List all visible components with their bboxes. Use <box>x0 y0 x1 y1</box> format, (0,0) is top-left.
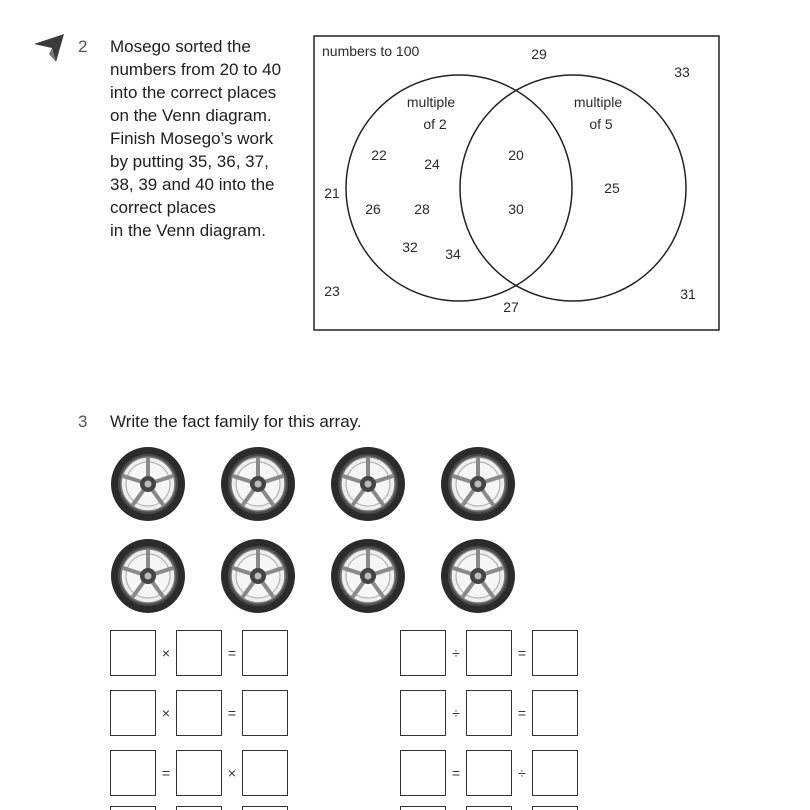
answer-box[interactable] <box>176 630 222 676</box>
venn-left-label: of 2 <box>423 116 447 132</box>
fact-row-right <box>400 690 578 736</box>
fact-row-right <box>400 750 578 796</box>
venn-number: 30 <box>508 201 524 217</box>
venn-number: 33 <box>674 64 690 80</box>
venn-number: 21 <box>324 185 340 201</box>
venn-number: 27 <box>503 299 519 315</box>
operator: × <box>227 765 237 781</box>
operator: ÷ <box>452 645 460 661</box>
answer-box[interactable] <box>532 630 578 676</box>
answer-box[interactable] <box>532 806 578 810</box>
answer-box[interactable] <box>466 806 512 810</box>
venn-number: 23 <box>324 283 340 299</box>
venn-circle-left[interactable] <box>346 75 572 301</box>
fact-row-left-partial <box>110 806 288 810</box>
fact-row-left <box>110 750 288 796</box>
fact-row-left <box>110 690 288 736</box>
fact-row-left <box>110 630 288 676</box>
venn-number: 29 <box>531 46 547 62</box>
operator: ÷ <box>452 705 460 721</box>
answer-box[interactable] <box>466 690 512 736</box>
operator: = <box>227 645 237 661</box>
wheel-icon <box>440 538 516 614</box>
answer-box[interactable] <box>110 630 156 676</box>
venn-right-label: multiple <box>573 94 623 110</box>
operator: ÷ <box>518 765 526 781</box>
operator: = <box>161 765 171 781</box>
venn-title: numbers to 100 <box>322 43 420 59</box>
wheel-icon <box>330 538 406 614</box>
venn-number: 32 <box>402 239 418 255</box>
question-3-number: 3 <box>78 412 88 431</box>
answer-box[interactable] <box>466 750 512 796</box>
question-2-line: correct places <box>110 198 216 217</box>
venn-number: 34 <box>445 246 461 262</box>
venn-number: 24 <box>424 156 440 172</box>
wheel-icon <box>220 446 296 522</box>
answer-box[interactable] <box>400 750 446 796</box>
venn-number: 26 <box>365 201 381 217</box>
venn-diagram <box>0 0 810 400</box>
operator: = <box>517 645 527 661</box>
wheel-icon <box>330 446 406 522</box>
question-2-number: 2 <box>78 37 88 56</box>
venn-number: 22 <box>371 147 387 163</box>
question-3-text: Write the fact family for this array. <box>110 412 362 431</box>
venn-number: 28 <box>414 201 430 217</box>
answer-box[interactable] <box>110 690 156 736</box>
question-2-line: on the Venn diagram. <box>110 106 272 125</box>
fact-row-right-partial <box>400 806 578 810</box>
answer-box[interactable] <box>400 690 446 736</box>
wheel-icon <box>220 538 296 614</box>
answer-box[interactable] <box>110 806 156 810</box>
answer-box[interactable] <box>110 750 156 796</box>
wheel-icon <box>110 538 186 614</box>
venn-number: 25 <box>604 180 620 196</box>
answer-box[interactable] <box>400 630 446 676</box>
answer-box[interactable] <box>176 806 222 810</box>
fact-row-right <box>400 630 578 676</box>
operator: × <box>161 645 171 661</box>
operator: = <box>517 705 527 721</box>
question-2-line: Mosego sorted the <box>110 37 251 56</box>
wheel-icon <box>110 446 186 522</box>
wheel-icon <box>440 446 516 522</box>
question-2-line: 38, 39 and 40 into the <box>110 175 275 194</box>
answer-box[interactable] <box>242 750 288 796</box>
answer-box[interactable] <box>400 806 446 810</box>
venn-left-label: multiple <box>406 94 456 110</box>
question-2-line: numbers from 20 to 40 <box>110 60 282 79</box>
operator: × <box>161 705 171 721</box>
answer-box[interactable] <box>176 750 222 796</box>
answer-box[interactable] <box>242 806 288 810</box>
question-2-line: by putting 35, 36, 37, <box>110 152 269 171</box>
answer-box[interactable] <box>242 690 288 736</box>
venn-number: 31 <box>680 286 696 302</box>
operator: = <box>451 765 461 781</box>
venn-right-label: of 5 <box>589 116 613 132</box>
answer-box[interactable] <box>176 690 222 736</box>
question-2-line: in the Venn diagram. <box>110 221 266 240</box>
venn-number: 20 <box>508 147 524 163</box>
answer-box[interactable] <box>532 690 578 736</box>
answer-box[interactable] <box>242 630 288 676</box>
question-2-line: Finish Mosego’s work <box>110 129 274 148</box>
question-2-line: into the correct places <box>110 83 277 102</box>
operator: = <box>227 705 237 721</box>
answer-box[interactable] <box>466 630 512 676</box>
answer-box[interactable] <box>532 750 578 796</box>
